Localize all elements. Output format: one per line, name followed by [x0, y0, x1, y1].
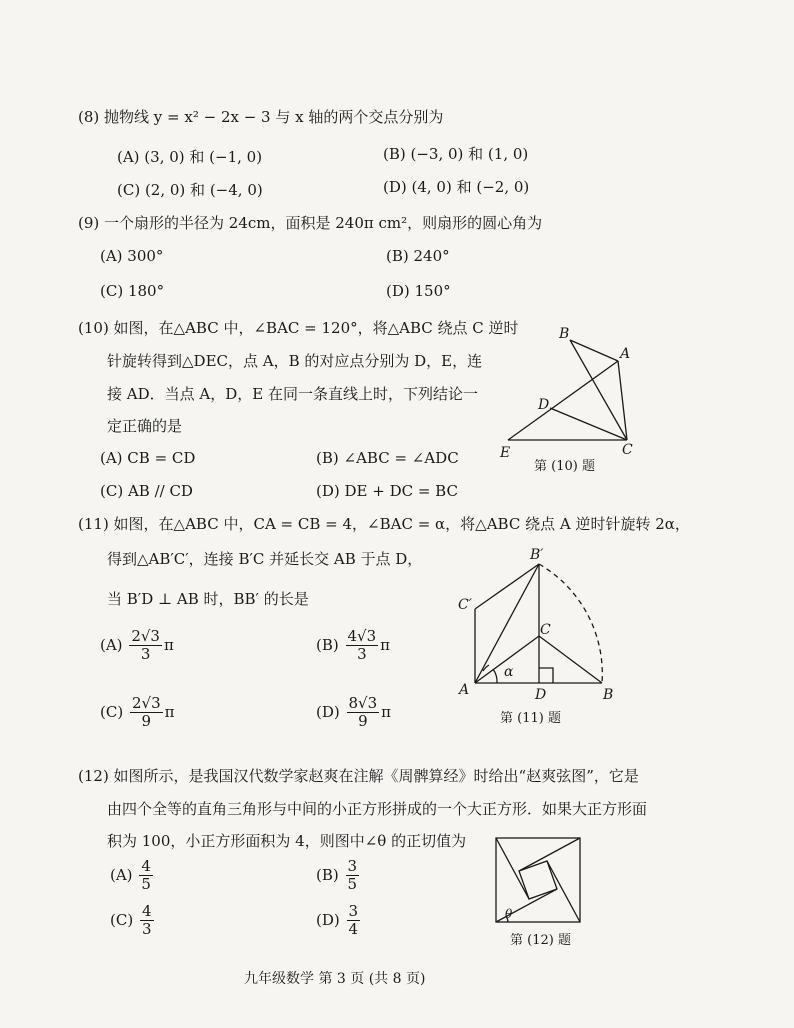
q10-option-a: (A) CB = CD	[100, 449, 196, 467]
q12-option-c-label: (C)	[110, 910, 134, 929]
q12-label-theta: θ	[505, 907, 513, 921]
q12-stem-line-1: (12) 如图所示，是我国汉代数学家赵爽在注解《周髀算经》时给出“赵爽弦图”，它是	[78, 767, 639, 785]
q11-option-a-label: (A)	[100, 635, 123, 654]
q11-label-d: D	[535, 687, 547, 703]
q11-option-c	[100, 695, 174, 731]
q12-option-c-denominator: 3	[141, 920, 152, 939]
q11-label-c-prime: C′	[458, 597, 472, 613]
q11-right-angle-mark	[539, 668, 553, 683]
q11-angle-alpha-arc	[493, 669, 497, 683]
q12-stem-line-2: 由四个全等的直角三角形与中间的小正方形拼成的一个大正方形．如果大正方形面	[107, 800, 648, 818]
q10-label-e: E	[500, 445, 511, 461]
q8-stem: (8) 抛物线 y = x² − 2x − 3 与 x 轴的两个交点分别为	[78, 108, 444, 126]
q11-option-a	[100, 628, 174, 664]
q9-stem: (9) 一个扇形的半径为 24cm，面积是 240π cm²，则扇形的圆心角为	[78, 214, 543, 232]
q8-option-c: (C) (2, 0) 和 (−4, 0)	[117, 181, 263, 199]
q10-label-d: D	[538, 397, 550, 413]
q10-segment-ba	[570, 340, 618, 361]
q12-option-c-numerator: 4	[141, 902, 152, 920]
q10-option-d: (D) DE + DC = BC	[316, 482, 458, 500]
q11-option-d-suffix: π	[381, 702, 392, 721]
q8-option-a: (A) (3, 0) 和 (−1, 0)	[117, 148, 263, 166]
q8-option-d: (D) (4, 0) 和 (−2, 0)	[383, 178, 530, 196]
q11-option-a-suffix: π	[163, 635, 174, 654]
q10-label-c: C	[622, 442, 633, 458]
q11-option-a-numerator: 2√3	[131, 627, 160, 645]
q10-figure	[490, 318, 650, 478]
q11-option-b-suffix: π	[380, 635, 391, 654]
q12-option-b-numerator: 3	[347, 857, 358, 875]
q12-option-b-denominator: 5	[347, 875, 358, 894]
q12-option-d-denominator: 4	[348, 920, 359, 939]
q11-label-c: C	[540, 622, 551, 638]
q12-option-a-numerator: 4	[141, 857, 151, 875]
q11-label-a: A	[459, 682, 470, 698]
q11-caption: 第 (11) 题	[500, 711, 561, 726]
q12-option-a	[110, 858, 155, 894]
q11-option-b	[316, 628, 390, 664]
q10-stem-line-4: 定正确的是	[107, 417, 183, 435]
q11-option-c-numerator: 2√3	[131, 694, 161, 712]
q11-label-b-prime: B′	[530, 547, 544, 563]
q11-segment-cb	[539, 636, 602, 683]
q11-label-b: B	[603, 687, 614, 703]
q12-stem-line-3: 积为 100，小正方形面积为 4，则图中∠θ 的正切值为	[107, 832, 467, 850]
q9-option-c: (C) 180°	[100, 282, 165, 300]
q12-caption: 第 (12) 题	[510, 933, 571, 948]
q11-label-alpha: α	[504, 664, 514, 680]
q10-stem-line-2: 针旋转得到△DEC，点 A，B 的对应点分别为 D，E，连	[107, 352, 483, 370]
q11-option-d-denominator: 9	[358, 712, 368, 731]
q10-caption: 第 (10) 题	[534, 459, 595, 474]
q12-option-a-denominator: 5	[141, 875, 151, 894]
q10-option-b: (B) ∠ABC = ∠ADC	[316, 449, 459, 467]
q8-option-b: (B) (−3, 0) 和 (1, 0)	[383, 145, 529, 163]
q12-option-d-numerator: 3	[348, 902, 359, 920]
q11-option-d-label: (D)	[316, 702, 340, 721]
q11-option-c-suffix: π	[164, 702, 175, 721]
q11-option-b-numerator: 4√3	[347, 627, 377, 645]
q11-stem-line-2: 得到△AB′C′，连接 B′C 并延长交 AB 于点 D，	[107, 550, 423, 568]
q10-stem-line-3: 接 AD．当点 A，D，E 在同一条直线上时，下列结论一	[107, 385, 478, 403]
q10-option-c: (C) AB // CD	[100, 482, 193, 500]
q11-option-c-denominator: 9	[141, 712, 152, 731]
q12-option-d	[316, 903, 362, 939]
q12-option-b-label: (B)	[316, 865, 339, 884]
q11-stem-line-3: 当 B′D ⊥ AB 时，BB′ 的长是	[107, 590, 309, 608]
q11-stem-line-1: (11) 如图，在△ABC 中，CA = CB = 4，∠BAC = α，将△ABC 绕点 A 逆时针旋转 2α，	[78, 515, 690, 533]
q12-option-c	[110, 903, 156, 939]
q9-option-a: (A) 300°	[100, 247, 164, 265]
q10-label-b: B	[559, 326, 570, 342]
q12-option-a-label: (A)	[110, 865, 133, 884]
q10-stem-line-1: (10) 如图，在△ABC 中，∠BAC = 120°，将△ABC 绕点 C 逆时	[78, 319, 519, 337]
q10-segment-dc	[550, 408, 627, 440]
q11-option-b-denominator: 3	[357, 645, 367, 664]
q12-option-d-label: (D)	[316, 910, 340, 929]
q11-option-a-denominator: 3	[140, 645, 151, 664]
q11-figure	[452, 540, 632, 730]
q12-option-b	[316, 858, 361, 894]
q11-option-d	[316, 695, 391, 731]
q11-option-c-label: (C)	[100, 702, 124, 721]
q10-segment-ac	[618, 361, 627, 440]
q12-inner-square	[519, 861, 557, 899]
q10-label-a: A	[620, 346, 631, 362]
q9-option-b: (B) 240°	[386, 247, 450, 265]
q9-option-d: (D) 150°	[386, 282, 451, 300]
q11-segment-c-prime-b-prime	[475, 564, 539, 609]
q11-option-d-numerator: 8√3	[348, 694, 378, 712]
q11-option-b-label: (B)	[316, 635, 339, 654]
q10-segment-ae	[508, 361, 618, 440]
q12-figure	[490, 832, 590, 952]
page-footer: 九年级数学 第 3 页 (共 8 页)	[244, 971, 426, 987]
